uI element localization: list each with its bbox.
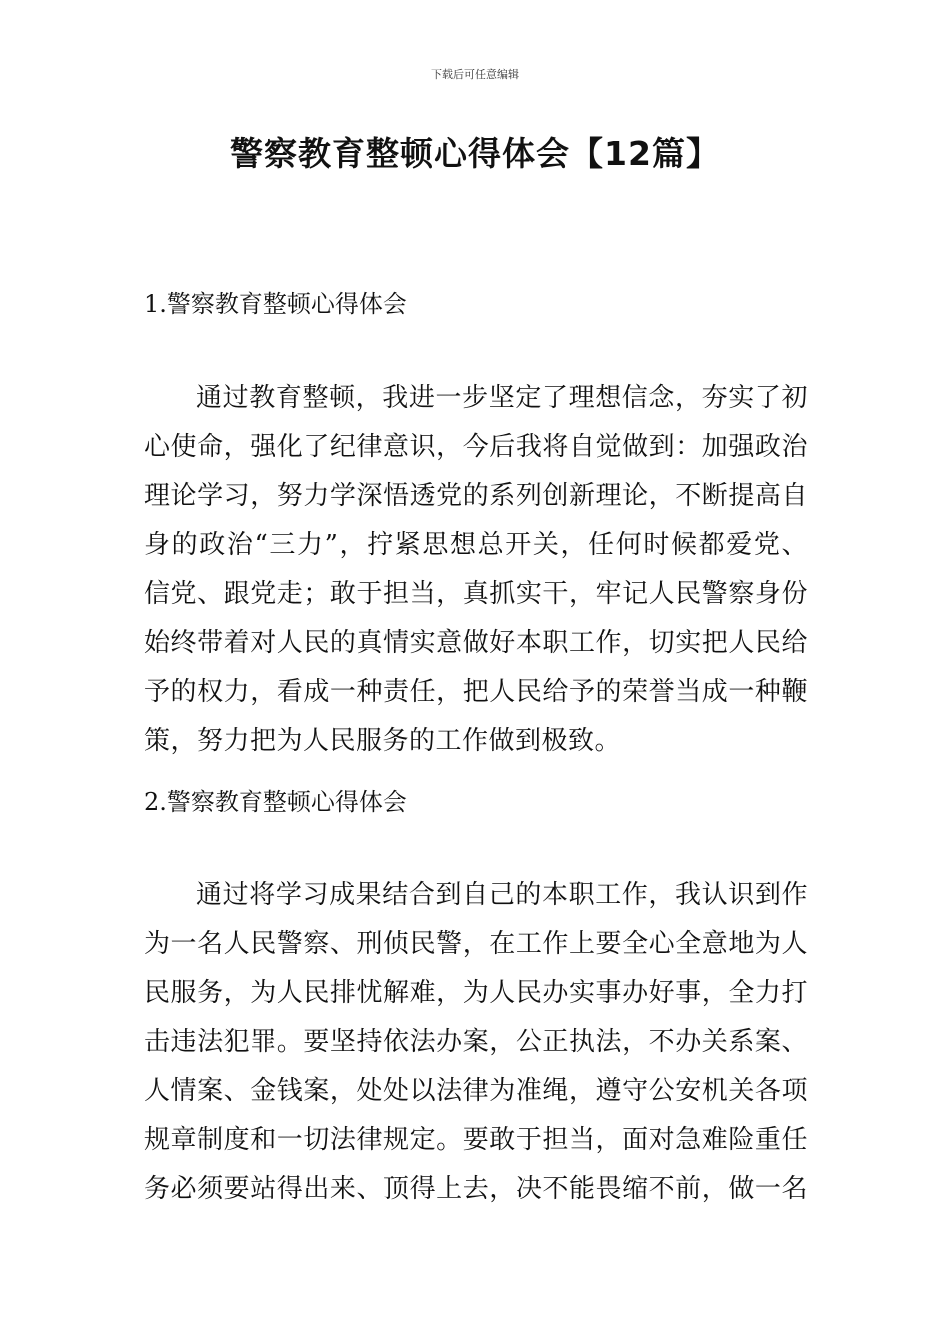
- paragraph-line: 予的权力，看成一种责任，把人民给予的荣誉当成一种鞭: [144, 677, 808, 707]
- paragraph-line: 理论学习，努力学深悟透党的系列创新理论，不断提高自: [144, 481, 808, 511]
- section-heading-2: 2.警察教育整顿心得体会: [144, 788, 407, 816]
- paragraph-line: 始终带着对人民的真情实意做好本职工作，切实把人民给: [144, 628, 808, 658]
- paragraph-line: 身的政治“三力”，拧紧思想总开关，任何时候都爱党、: [144, 530, 808, 560]
- paragraph-line: 击违法犯罪。要坚持依法办案，公正执法，不办关系案、: [144, 1027, 808, 1057]
- header-note: 下载后可任意编辑: [431, 68, 519, 81]
- paragraph-line: 务必须要站得出来、顶得上去，决不能畏缩不前，做一名: [144, 1174, 808, 1204]
- section-1-paragraph: [144, 374, 808, 766]
- paragraph-line: 心使命，强化了纪律意识，今后我将自觉做到：加强政治: [144, 432, 808, 462]
- paragraph-line: 为一名人民警察、刑侦民警，在工作上要全心全意地为人: [144, 929, 808, 959]
- section-heading-1: 1.警察教育整顿心得体会: [144, 290, 407, 318]
- document-title: 警察教育整顿心得体会【12篇】: [230, 134, 720, 173]
- paragraph-line: 通过将学习成果结合到自己的本职工作，我认识到作: [196, 880, 808, 910]
- paragraph-line: 通过教育整顿，我进一步坚定了理想信念，夯实了初: [196, 383, 808, 413]
- paragraph-line: 策，努力把为人民服务的工作做到极致。: [144, 726, 622, 756]
- paragraph-line: 规章制度和一切法律规定。要敢于担当，面对急难险重任: [144, 1125, 808, 1155]
- paragraph-line: 民服务，为人民排忧解难，为人民办实事办好事，全力打: [144, 978, 808, 1008]
- paragraph-line: 信党、跟党走；敢于担当，真抓实干，牢记人民警察身份: [144, 579, 808, 609]
- paragraph-line: 人情案、金钱案，处处以法律为准绳，遵守公安机关各项: [144, 1076, 808, 1106]
- section-2-paragraph: [144, 871, 808, 1214]
